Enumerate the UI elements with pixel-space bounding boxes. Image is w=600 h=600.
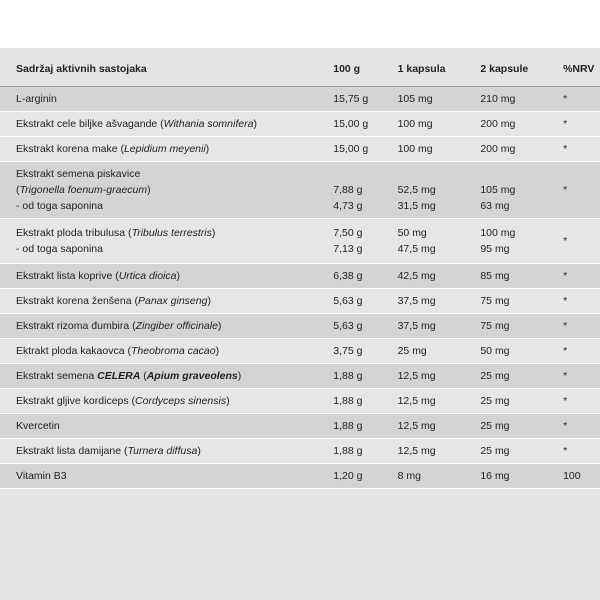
ingredient-name [0,162,317,219]
table-row [0,87,600,112]
value-1-capsule: 8 mg [382,464,465,489]
ingredient-name-suffix: ) [211,227,216,239]
ingredient-latin-name: Withania somnifera [163,118,254,130]
value-nrv: * [547,414,600,439]
table-row [0,289,600,314]
value-nrv: * [547,439,600,464]
ingredient-name-suffix: ) [176,270,180,282]
value-1-capsule: 37,5 mg [382,314,465,339]
ingredient-name-suffix: ) [237,370,242,382]
value-100g-a: 7,88 g [333,184,363,196]
ingredient-latin-name: Lepidium meyenii [123,143,206,155]
value-2-capsules [464,162,547,219]
ingredient-subline: - od toga saponina [16,200,103,212]
value-100g [317,219,381,264]
ingredient-name-text: Ekstrakt lista damijane ( [16,445,128,457]
value-1-capsule: 12,5 mg [382,439,465,464]
value-2-capsules-b: 95 mg [480,243,510,255]
ingredient-latin-name: Urtica dioica [118,270,177,282]
ingredient-latin-name: Turnera diffusa [127,445,198,457]
ingredient-name [0,219,317,264]
ingredient-name-text: Ekstrakt ploda tribulusa ( [16,227,132,239]
value-100g: 1,20 g [317,464,381,489]
ingredient-name-suffix: ) [217,320,222,332]
value-2-capsules-a: 100 mg [480,227,516,239]
value-nrv: * [547,219,600,264]
ingredient-name [0,289,317,314]
paren-open: ( [16,184,20,196]
value-2-capsules: 25 mg [464,389,547,414]
ingredient-name: Vitamin B3 [0,464,317,489]
value-1-capsule-a: 50 mg [397,227,427,239]
value-100g-a: 7,50 g [333,227,363,239]
ingredient-name-line: Ekstrakt semena piskavice [16,168,141,180]
value-1-capsule-b: 47,5 mg [397,243,436,255]
value-nrv: * [547,364,600,389]
value-1-capsule-b: 31,5 mg [397,200,436,212]
value-100g-b: 4,73 g [333,200,363,212]
ingredient-name [0,264,317,289]
table-row [0,364,600,389]
ingredient-name [0,137,317,162]
ingredient-latin-name: Theobroma cacao [130,345,216,357]
ingredient-latin-name: Trigonella foenum-graecum [19,184,148,196]
value-1-capsule: 12,5 mg [382,364,465,389]
value-nrv: * [547,87,600,112]
value-100g-b: 7,13 g [333,243,363,255]
value-100g: 1,88 g [317,364,381,389]
value-2-capsules: 75 mg [464,289,547,314]
ingredient-name: Kvercetin [0,414,317,439]
value-100g [317,162,381,219]
ingredient-name [0,339,317,364]
table-row [0,137,600,162]
header-ingredients: Sadržaj aktivnih sastojaka [16,63,147,75]
paren-close: ) [147,184,151,196]
value-1-capsule: 12,5 mg [382,414,465,439]
ingredient-name-line [16,225,317,241]
ingredient-name-text: Ekstrakt cele biljke ašvagande ( [16,118,164,130]
value-100g: 5,63 g [317,289,381,314]
value-2-capsules [464,219,547,264]
ingredient-highlight: CELERA [97,370,141,382]
ingredient-name-suffix: ) [215,345,220,357]
table-row [0,439,600,464]
ingredient-latin-name: Apium graveolens [146,370,238,382]
value-nrv: * [547,339,600,364]
ingredient-name-mid: ( [140,370,147,382]
table-row [0,414,600,439]
ingredient-subline: - od toga saponina [16,243,103,255]
ingredient-latin-line [16,182,317,198]
value-1-capsule: 25 mg [382,339,465,364]
ingredient-name-suffix: ) [205,143,210,155]
value-1-capsule: 105 mg [382,87,465,112]
table-row [0,339,600,364]
value-100g: 5,63 g [317,314,381,339]
value-2-capsules: 75 mg [464,314,547,339]
value-nrv: * [547,112,600,137]
value-1-capsule: 37,5 mg [382,289,465,314]
value-100g: 1,88 g [317,439,381,464]
value-1-capsule: 100 mg [382,137,465,162]
table-row [0,264,600,289]
ingredient-name-suffix: ) [253,118,257,130]
value-nrv: * [547,162,600,219]
value-100g: 6,38 g [317,264,381,289]
value-100g: 1,88 g [317,389,381,414]
value-2-capsules: 85 mg [464,264,547,289]
ingredient-latin-name: Tribulus terrestris [131,227,212,239]
header-per-100g: 100 g [333,63,361,75]
value-100g: 1,88 g [317,414,381,439]
value-nrv: * [547,314,600,339]
value-2-capsules: 16 mg [464,464,547,489]
value-100g: 15,00 g [317,137,381,162]
ingredient-name-text: Ektrakt ploda kakaovca ( [16,345,131,357]
header-nrv: %NRV [563,63,595,75]
value-2-capsules: 210 mg [464,87,547,112]
value-2-capsules-a: 105 mg [480,184,516,196]
value-1-capsule [382,219,465,264]
ingredient-name [0,439,317,464]
header-per-2-capsules: 2 kapsule [480,63,529,75]
value-1-capsule [382,162,465,219]
ingredient-name-suffix: ) [207,295,211,307]
table-row [0,314,600,339]
ingredient-latin-name: Panax ginseng [137,295,208,307]
header-per-1-capsule: 1 kapsula [397,63,446,75]
value-2-capsules: 50 mg [464,339,547,364]
value-2-capsules: 200 mg [464,112,547,137]
value-nrv: * [547,289,600,314]
value-nrv: * [547,264,600,289]
value-2-capsules: 200 mg [464,137,547,162]
ingredient-name-suffix: ) [226,395,230,407]
table-header-row [0,52,600,87]
value-1-capsule: 42,5 mg [382,264,465,289]
ingredient-latin-name: Cordyceps sinensis [135,395,227,407]
ingredient-name-text: Ekstrakt korena make ( [16,143,124,155]
table-row [0,464,600,489]
table-row [0,219,600,264]
ingredient-name [0,112,317,137]
ingredient-name-text: Ekstrakt korena ženšena ( [16,295,138,307]
value-nrv: * [547,389,600,414]
ingredient-name [0,389,317,414]
value-100g: 15,00 g [317,112,381,137]
value-2-capsules: 25 mg [464,364,547,389]
ingredient-name [0,314,317,339]
ingredient-name-text: Ekstrakt rizoma đumbira ( [16,320,136,332]
ingredient-name: L-arginin [0,87,317,112]
value-100g: 15,75 g [317,87,381,112]
ingredients-table [0,52,600,489]
ingredient-name [0,364,317,389]
ingredient-name-suffix: ) [197,445,201,457]
table-row [0,162,600,219]
ingredient-name-text: Ekstrakt lista koprive ( [16,270,119,282]
value-2-capsules: 25 mg [464,414,547,439]
table-row [0,389,600,414]
value-1-capsule-a: 52,5 mg [397,184,436,196]
ingredient-name-text: Ekstrakt semena [16,370,98,382]
value-100g: 3,75 g [317,339,381,364]
value-nrv: 100 [547,464,600,489]
ingredient-latin-name: Zingiber officinale [135,320,218,332]
value-nrv: * [547,137,600,162]
value-1-capsule: 12,5 mg [382,389,465,414]
ingredient-name-text: Ekstrakt gljive kordiceps ( [16,395,136,407]
value-2-capsules: 25 mg [464,439,547,464]
value-1-capsule: 100 mg [382,112,465,137]
table-row [0,112,600,137]
value-2-capsules-b: 63 mg [480,200,510,212]
